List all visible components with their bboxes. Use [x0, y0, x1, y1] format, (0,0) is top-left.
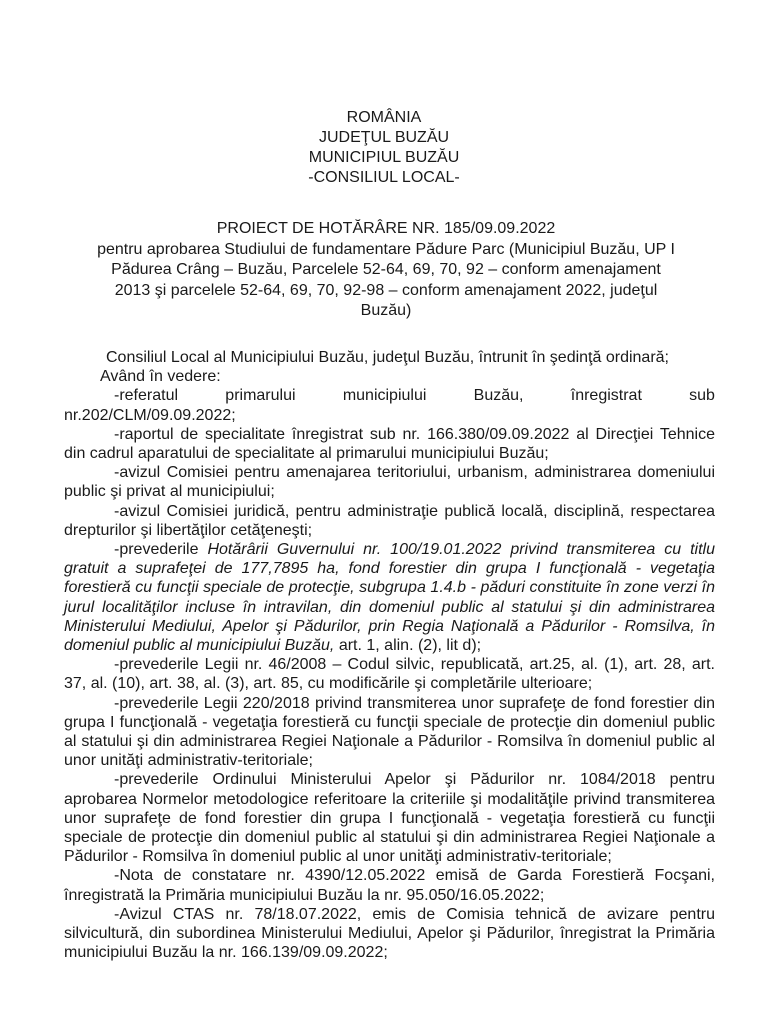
aviz-urbanism-paragraph: -avizul Comisiei pentru amenajarea teritoriului, urbanism, administrarea domeniului public şi privat al municipiului; — [64, 464, 715, 501]
referat-word: -referatul — [114, 387, 179, 405]
legea-220-paragraph: -prevederile Legii 220/2018 privind transmiterea unor suprafeţe de fond forestier din grupa I funcţională - vegetaţia forestieră cu funcţii speciale de protecţie din domeniul public al statului şi din administrarea Regiei Naţionale a Pădurilor - Romsilva în domeniul public al unor unităţi administrativ-teritoriale; — [64, 694, 715, 770]
header-municipality: MUNICIPIUL BUZĂU — [308, 149, 460, 166]
header-country: ROMÂNIA — [346, 109, 422, 126]
hg-suffix: art. 1, alin. (2), lit d); — [334, 637, 482, 655]
referat-word: sub — [689, 387, 715, 405]
document-body — [64, 348, 715, 963]
title-subject-line-3: 2013 şi parcelele 52-64, 69, 70, 92-98 – conform amenajament 2022, judeţul — [114, 281, 658, 299]
hg-prefix: -prevederile — [114, 541, 208, 559]
referat-word: primarului — [225, 387, 296, 405]
decision-title — [52, 219, 720, 322]
document-header — [0, 108, 768, 188]
ordin-paragraph: -prevederile Ordinului Ministerului Apelor şi Pădurilor nr. 1084/2018 pentru aprobarea Normelor metodologice referitoare la criteriile şi modalităţile privind transmiterea unor suprafeţe de fond forestier din grupa I funcţională - vegetaţia forestieră cu funcţii speciale de protecţie din domeniul public al statului şi din administrarea Regiei Naţionale a Pădurilor - Romsilva în domeniul public al unor unităţi administrativ-teritoriale; — [64, 771, 715, 866]
intro-paragraph: Consiliul Local al Municipiului Buzău, judeţul Buzău, întrunit în şedinţă ordinară; — [106, 349, 669, 366]
referat-word: Buzău, — [473, 387, 524, 405]
hg-paragraph — [64, 540, 715, 655]
referat-number: nr.202/CLM/09.09.2022; — [64, 406, 236, 424]
codul-silvic-paragraph: -prevederile Legii nr. 46/2008 – Codul silvic, republicată, art.25, al. (1), art. 28, art. 37, al. (10), art. 38, al. (3), art. 85, cu modificările şi completările ulterioare; — [64, 656, 715, 693]
referat-word: municipiului — [342, 387, 427, 405]
considering-heading: Având în vedere: — [100, 368, 221, 386]
aviz-juridic-paragraph: -avizul Comisiei juridică, pentru administraţie publică locală, disciplină, respectarea drepturilor şi libertăţilor cetăţeneşti; — [64, 502, 715, 539]
referat-word: înregistrat — [570, 387, 642, 405]
hg-title: Hotărârii Guvernului nr. 100/19.01.2022 privind transmiterea cu titlu gratuit a suprafeţei de 177,7895 ha, fond forestier din grupa I funcţională - vegetaţia forestieră cu funcţii speciale de protecţie, subgrupa 1.4.b - păduri constituite în zone verzi în jurul localităţilor incluse în intravilan, din domeniul public al statului şi din administrarea Ministerului Mediului, Apelor şi Pădurilor, prin Regia Naţională a Pădurilor - Romsilva, în domeniul public al municipiului Buzău, — [64, 541, 715, 655]
title-subject-line-4: Buzău) — [360, 302, 412, 319]
raport-paragraph: -raportul de specialitate înregistrat sub nr. 166.380/09.09.2022 al Direcţiei Tehnice din cadrul aparatului de specialitate al primarului municipiului Buzău; — [64, 425, 715, 463]
aviz-ctas-paragraph: -Avizul CTAS nr. 78/18.07.2022, emis de Comisia tehnică de avizare pentru silvicultură, din subordinea Ministerului Mediului, Apelor şi Pădurilor, înregistrat la Primăria municipiului Buzău la nr. 166.139/09.09.2022; — [64, 905, 715, 962]
header-council: -CONSILIUL LOCAL- — [308, 169, 460, 186]
nota-constatare-paragraph: -Nota de constatare nr. 4390/12.05.2022 emisă de Garda Forestieră Focşani, înregistrată la Primăria municipiului Buzău la nr. 95.050/16.05.2022; — [64, 867, 715, 904]
title-subject-line-1: pentru aprobarea Studiului de fundamentare Pădure Parc (Municipiul Buzău, UP I — [97, 240, 675, 258]
title-number: PROIECT DE HOTĂRÂRE NR. 185/09.09.2022 — [216, 220, 556, 237]
title-subject-line-2: Pădurea Crâng – Buzău, Parcelele 52-64, 69, 70, 92 – conform amenajament — [111, 261, 661, 278]
referat-line — [64, 386, 715, 405]
header-county: JUDEŢUL BUZĂU — [318, 129, 450, 146]
